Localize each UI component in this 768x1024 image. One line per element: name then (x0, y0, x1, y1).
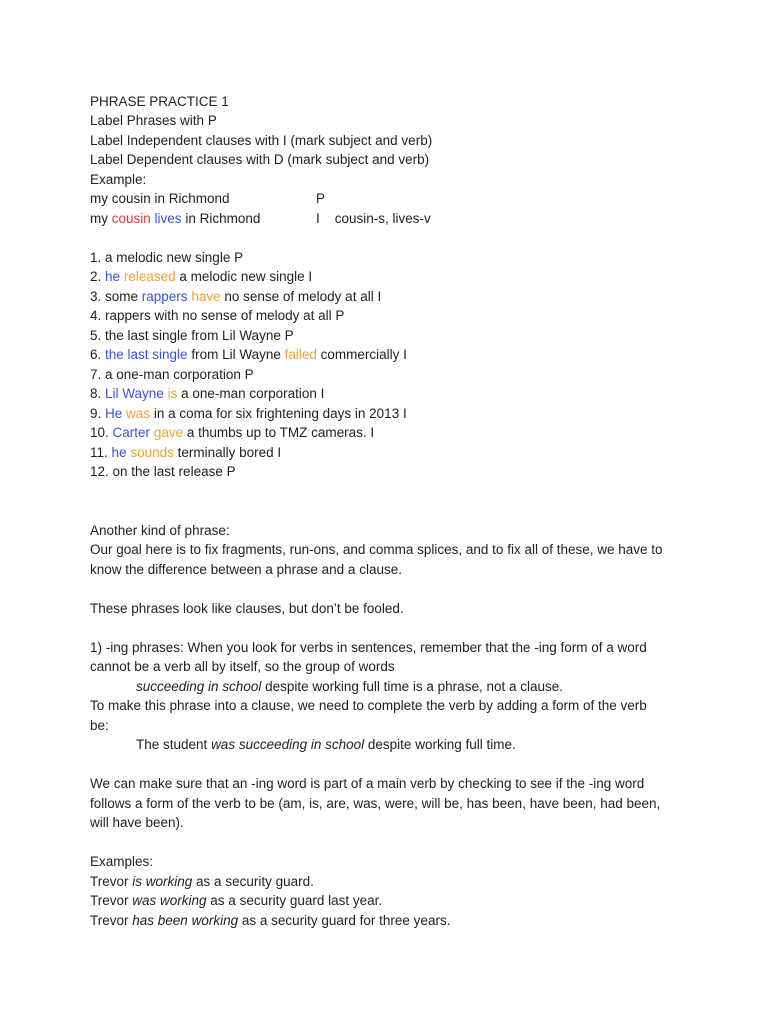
spacer (90, 501, 690, 521)
example-sentence (90, 677, 690, 697)
examples-label: Examples: (90, 854, 154, 869)
instruction-phrases: Label Phrases with P (90, 113, 217, 128)
list-item (90, 384, 690, 404)
text: Trevor (90, 912, 133, 928)
list-item (90, 423, 690, 443)
paragraph-line: 1) -ing phrases: When you look for verbs in sentences, remember that the -ing form of a word (90, 639, 647, 655)
subject: rappers (141, 288, 188, 304)
text: a thumbs up to TMZ cameras. I (183, 425, 375, 440)
list-item: 5. the last single from Lil Wayne P (90, 327, 294, 343)
text: terminally bored I (173, 444, 282, 460)
text: 9. (90, 405, 106, 421)
list-item: 1. a melodic new single P (90, 249, 244, 265)
verb: was (126, 405, 151, 421)
list-item (90, 345, 690, 365)
example-sentence (90, 872, 690, 892)
verb: is (167, 386, 178, 401)
italic-phrase: succeeding in school (136, 678, 262, 694)
text: my (90, 210, 112, 226)
text: as a security guard last year. (206, 893, 383, 908)
text: a one-man corporation I (177, 386, 325, 401)
example-sentence (90, 735, 690, 755)
text: as a security guard. (192, 873, 314, 889)
example-row-clause (90, 209, 690, 229)
italic-phrase: was succeeding in school (211, 737, 365, 752)
list-item: 4. rappers with no sense of melody at all P (90, 308, 345, 323)
text: in Richmond (181, 210, 261, 226)
example-sentence (90, 911, 690, 931)
spacer (90, 755, 690, 775)
verb: have (191, 288, 221, 304)
instruction-independent: Label Independent clauses with I (mark subject and verb) (90, 132, 433, 148)
verb: failed (284, 347, 317, 362)
list-item (90, 404, 690, 424)
text: 2. (90, 269, 106, 284)
list-item (90, 443, 690, 463)
example-row-text: my cousin in Richmond (90, 191, 230, 206)
section-heading: Another kind of phrase: (90, 522, 230, 538)
text: Trevor (90, 893, 133, 908)
text: 10. (90, 425, 113, 440)
paragraph-line: follows a form of the verb to be (am, is, are, was, were, will be, has been, have been, had been, (90, 795, 661, 811)
italic-phrase: was working (132, 893, 207, 908)
paragraph-line: Our goal here is to fix fragments, run-ons, and comma splices, and to fix all of these, we have to (90, 542, 663, 557)
text: in a coma for six frightening days in 2013 I (150, 405, 407, 421)
text: a melodic new single I (175, 269, 313, 284)
list-item: 12. on the last release P (90, 464, 236, 479)
text: despite working full time is a phrase, not a clause. (261, 678, 563, 694)
verb: released (123, 269, 176, 284)
subject: Lil Wayne (105, 386, 164, 401)
text: The student (136, 737, 212, 752)
list-item (90, 287, 690, 307)
spacer (90, 228, 690, 248)
paragraph-line: To make this phrase into a clause, we need to complete the verb by adding a form of the verb (90, 698, 647, 713)
paragraph-line: will have been). (90, 815, 184, 830)
text: 6. (90, 347, 106, 362)
subject: he (111, 444, 127, 460)
verb: lives (154, 210, 182, 226)
paragraph-line: cannot be a verb all by itself, so the group of words (90, 659, 395, 674)
italic-phrase: is working (132, 873, 193, 889)
verb: gave (153, 425, 184, 440)
subject: Carter (112, 425, 151, 440)
text: from Lil Wayne (187, 347, 285, 362)
paragraph-line: know the difference between a phrase and a clause. (90, 561, 402, 577)
page-title: PHRASE PRACTICE 1 (90, 93, 229, 109)
text: as a security guard for three years. (238, 912, 451, 928)
subject: He (105, 405, 123, 421)
spacer (90, 482, 690, 502)
spacer (90, 618, 690, 638)
instruction-dependent: Label Dependent clauses with D (mark subject and verb) (90, 152, 430, 167)
text: 11. (90, 444, 112, 460)
list-item: 7. a one-man corporation P (90, 366, 254, 382)
spacer (90, 833, 690, 853)
verb: sounds (130, 444, 174, 460)
text: despite working full time. (364, 737, 516, 752)
example-sentence (90, 891, 690, 911)
paragraph-line: We can make sure that an -ing word is part of a main verb by checking to see if the -ing word (90, 776, 645, 791)
text: commercially I (316, 347, 407, 362)
example-row-phrase (90, 189, 690, 209)
italic-phrase: has been working (132, 912, 239, 928)
paragraph-line: These phrases look like clauses, but don’t be fooled. (90, 600, 404, 616)
example-row-label: I cousin-s, lives-v (316, 210, 431, 226)
example-label: Example: (90, 171, 147, 187)
list-item (90, 267, 690, 287)
example-row-label: P (316, 191, 326, 206)
subject: he (105, 269, 121, 284)
text: 8. (90, 386, 106, 401)
subject: cousin (111, 210, 151, 226)
subject: the last single (105, 347, 188, 362)
document-content (90, 92, 690, 931)
text: no sense of melody at all I (220, 288, 382, 304)
text: 3. some (90, 288, 142, 304)
text: Trevor (90, 873, 133, 889)
spacer (90, 579, 690, 599)
paragraph-line: be: (90, 717, 109, 733)
